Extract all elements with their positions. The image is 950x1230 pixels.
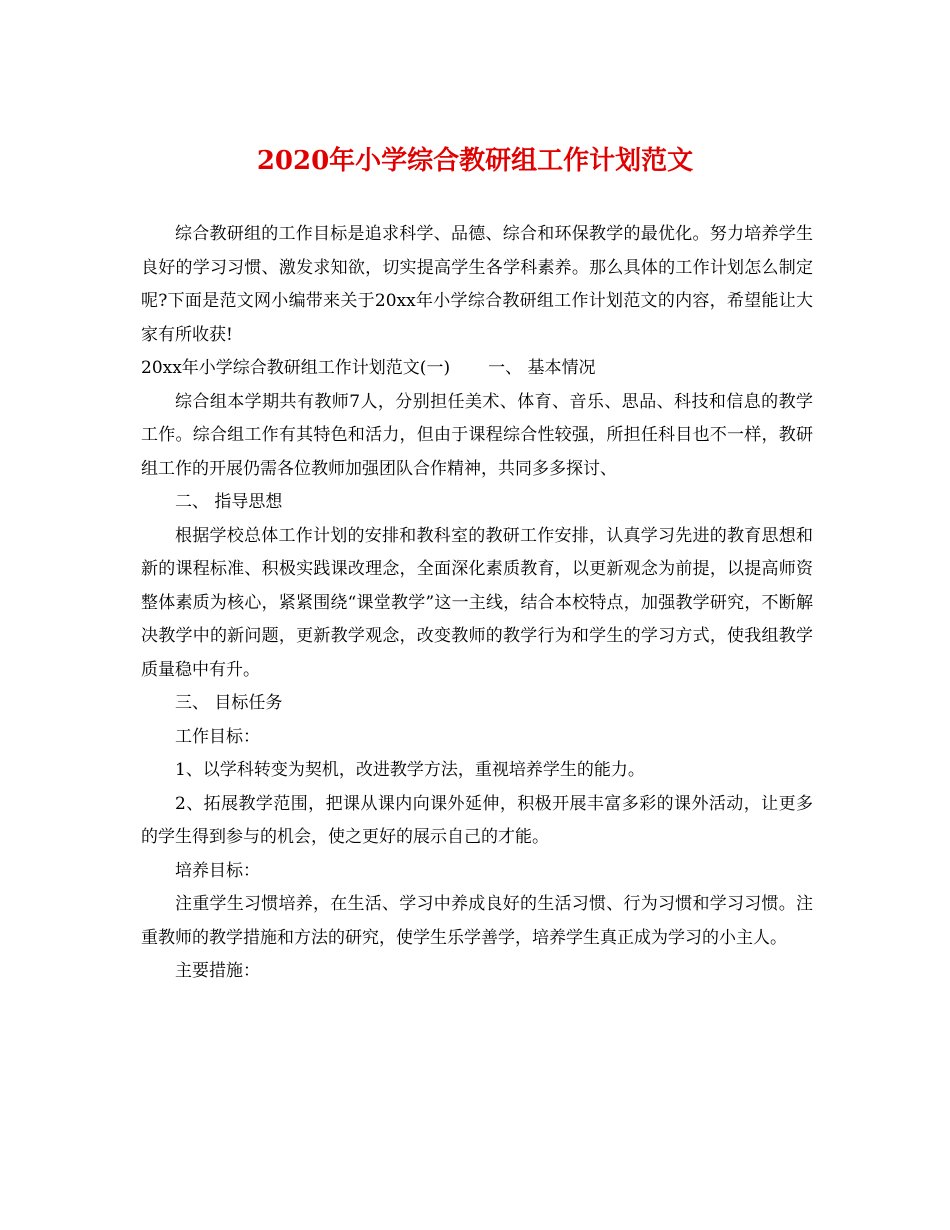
work-goal-label: 工作目标：: [175, 726, 260, 747]
work-goal-item-1: 1、以学科转变为契机，改进教学方法，重视培养学生的能力。: [175, 760, 645, 780]
section1-paragraph: 综合组本学期共有教师7人，分别担任美术、体育、音乐、思品、科技和信息的教学工作。综合组工作有其特色和活力，但由于课程综合性较强，所担任科目也不一样，教研组工作的开展仍需各位教师加强团队合作精神，共同多多探讨、: [141, 391, 813, 479]
work-goal-item-2: 2、拓展教学范围，把课从课内向课外延伸，积极开展丰富多彩的课外活动，让更多的学生得到参与的机会，使之更好的展示自己的才能。: [141, 793, 813, 847]
intro-paragraph: 综合教研组的工作目标是追求科学、品德、综合和环保教学的最优化。努力培养学生良好的学习习惯、激发求知欲，切实提高学生各学科素养。那么具体的工作计划怎么制定呢?下面是范文网小编带来关于20xx年小学综合教研组工作计划范文的内容，希望能让大家有所收获!: [141, 224, 813, 345]
subtitle-line: [141, 352, 813, 386]
training-goal-paragraph: 注重学生习惯培养，在生活、学习中养成良好的生活习惯、行为习惯和学习习惯。注重教师的教学措施和方法的研究，使学生乐学善学，培养学生真正成为学习的小主人。: [141, 894, 813, 948]
section1-heading: 一、 基本情况: [488, 358, 596, 378]
measures-label: 主要措施：: [175, 961, 260, 981]
section2-heading: 二、 指导思想: [175, 492, 283, 512]
section3-heading: 三、 目标任务: [175, 693, 283, 713]
document-title: 2020年小学综合教研组工作计划范文: [256, 146, 694, 176]
section2-paragraph: 根据学校总体工作计划的安排和教科室的教研工作安排，认真学习先进的教育思想和新的课程标准、积极实践课改理念，全面深化素质教育，以更新观念为前提，以提高师资整体素质为核心，紧紧围绕“课堂教学”这一主线，结合本校特点，加强教学研究，不断解决教学中的新问题，更新教学观念，改变教师的教学行为和学生的学习方式，使我组教学质量稳中有升。: [141, 525, 813, 680]
document-body: [141, 218, 813, 989]
subtitle: 20xx年小学综合教研组工作计划范文(一): [141, 358, 451, 378]
training-goal-label: 培养目标：: [175, 860, 260, 881]
